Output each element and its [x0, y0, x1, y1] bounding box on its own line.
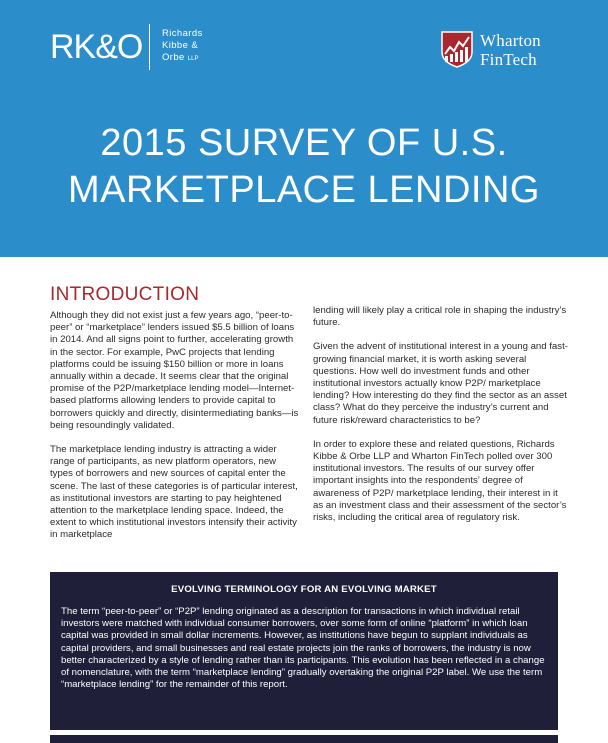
wharton-fintech-logo [440, 30, 590, 72]
bottom-band [50, 735, 558, 743]
rko-logo-names [162, 28, 252, 65]
report-title-line2: MARKETPLACE LENDING [68, 169, 540, 211]
header-banner [0, 0, 608, 257]
callout-title: EVOLVING TERMINOLOGY FOR AN EVOLVING MARKET [171, 584, 437, 595]
intro-paragraph: Although they did not exist just a few years ago, “peer-to-peer” or “marketplace” lenders issued $5.5 billion of loans in 2014. And all signs point to further, accelerating growth in the sector. For example, PwC projects that lending platforms could be issuing $150 billion or more in loans annually within a decade. It seems clear that the original promise of the P2P/marketplace lending model—Internet-based platforms allowing lenders to provide capital to borrowers quickly and directly, disintermediating banks—is being resoundingly validated. [50, 310, 299, 431]
introduction-right-column [313, 305, 569, 536]
report-title-line1: 2015 SURVEY OF U.S. [100, 122, 508, 164]
rko-name-kibbe: Kibbe & [162, 40, 199, 51]
wharton-fintech-wordmark [480, 31, 541, 69]
callout-body: The term “peer-to-peer” or “P2P” lending originated as a description for transactions in which individual retail investors were matched with individual consumer borrowers, over some form of online “platform” in which loan capital was provided in small dollar increments. However, as institutions have begun to supplant individuals as capital providers, and small businesses and real estate projects join the ranks of borrowers, the industry is now better characterized by a style of lending rather than its participants. This evolution has been reflected in a change of nomenclature, with the term “marketplace lending” gradually overtaking the original P2P label. We use the term “marketplace lending” for the remainder of this report. [61, 606, 545, 691]
terminology-callout-box [50, 572, 558, 730]
rko-logo-divider [149, 24, 150, 70]
wharton-wordmark-line1: Wharton [480, 31, 541, 50]
intro-paragraph: The marketplace lending industry is attracting a wider range of participants, as new platform operators, new types of borrowers and new sources of capital enter the scene. The last of these categories is of particular interest, as institutional investors are starting to pay heightened attention to the marketplace lending space. Indeed, the extent to which institutional investors intensify their activity in marketplace [50, 444, 298, 541]
rko-logo-mark: RK&O [50, 28, 143, 66]
report-title [0, 120, 608, 214]
introduction-left-column [50, 310, 300, 554]
intro-paragraph: In order to explore these and related questions, Richards Kibbe & Orbe LLP and Wharton FinTech polled over 300 institutional investors. The results of our survey offer important insights into the respondents’ degree of awareness of P2P/ marketplace lending, their interest in it as an investment class and their assessment of the sector’s risks, including the critical area of regulatory risk. [313, 438, 567, 524]
wharton-shield-icon [440, 30, 474, 68]
introduction-heading: INTRODUCTION [50, 284, 200, 305]
rko-name-richards: Richards [162, 28, 203, 39]
rko-name-llp: LLP [187, 56, 199, 62]
intro-paragraph: lending will likely play a critical role in shaping the industry’s future. [313, 305, 567, 329]
intro-paragraph: Given the advent of institutional interest in a young and fast-growing financial market, it is worth asking several questions. How well do investment funds and other institutional investors actually know P2P/ marketplace lending? How interesting do they find the sector as an asset class? What do they perceive the industry’s current and future risk/reward characteristics to be? [313, 341, 568, 426]
rko-name-orbe: Orbe [162, 52, 185, 63]
wharton-wordmark-line2: FinTech [480, 50, 537, 69]
